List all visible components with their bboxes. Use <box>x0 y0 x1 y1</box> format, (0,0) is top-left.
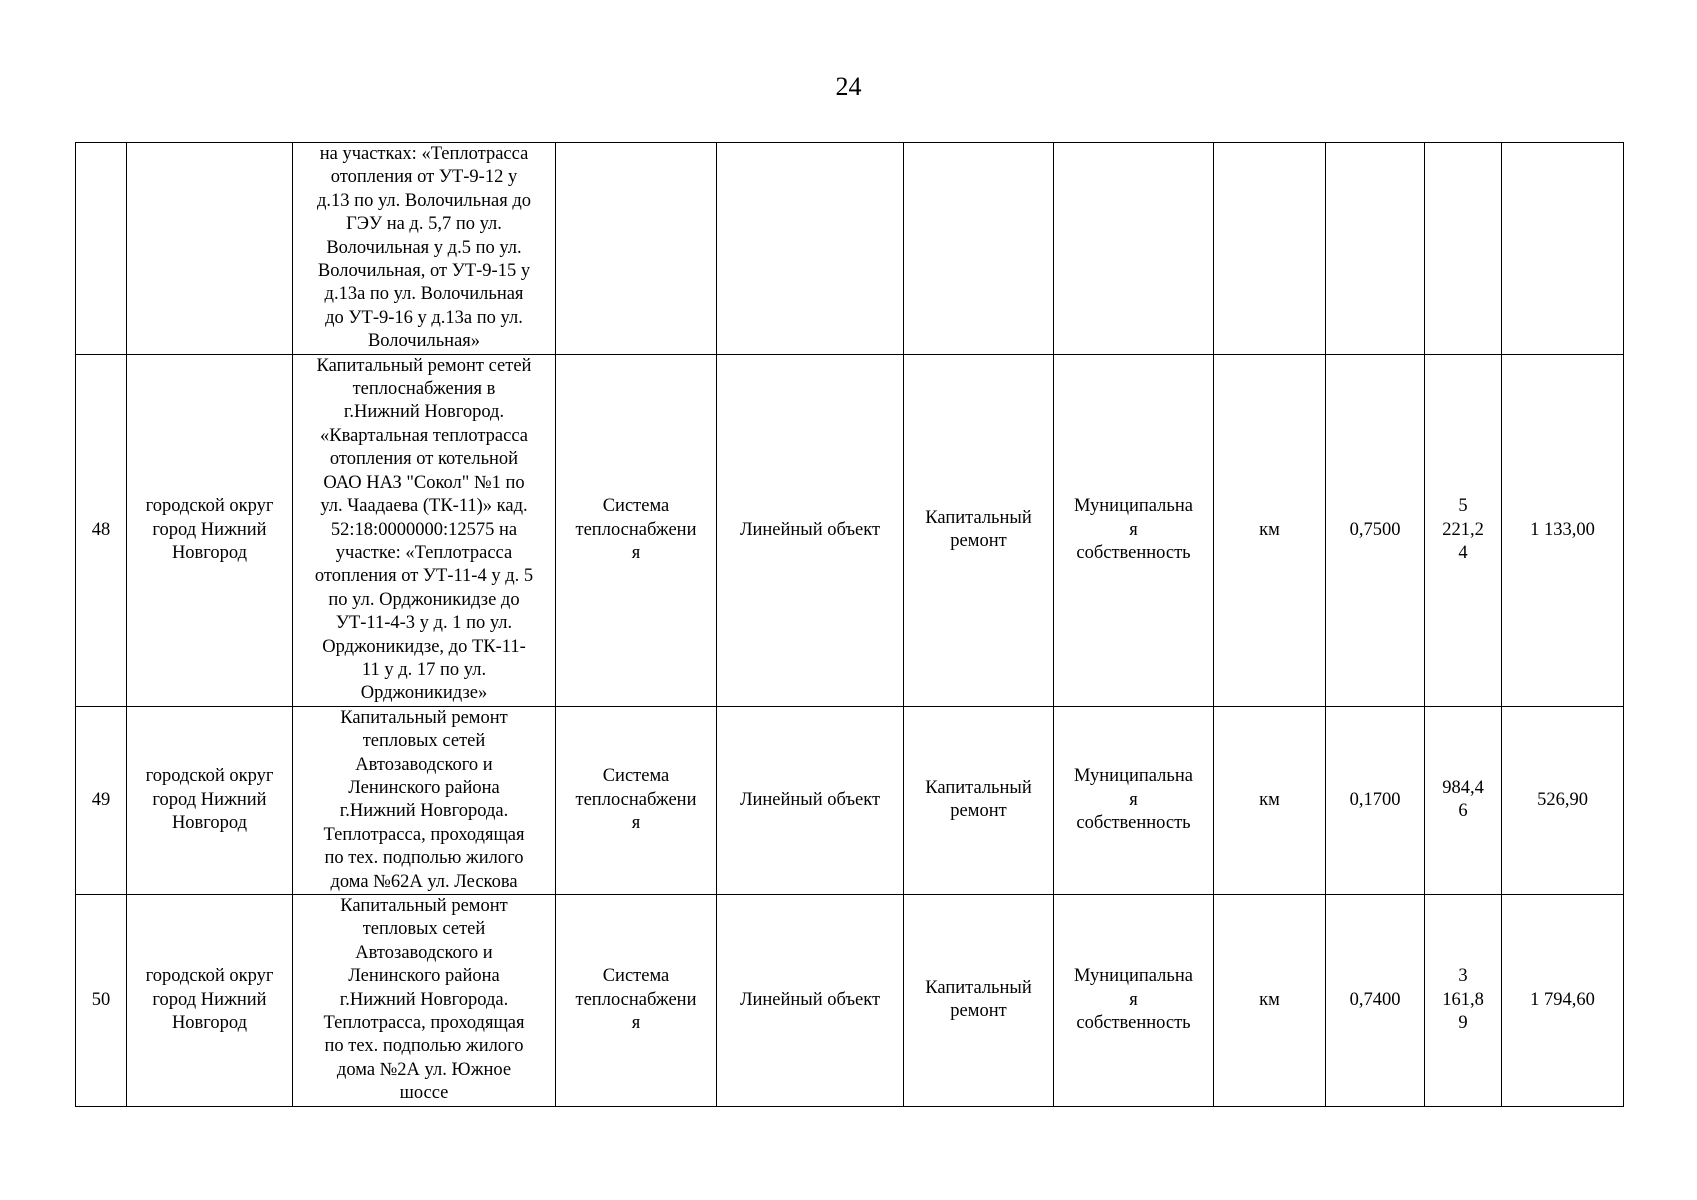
cell-line: на участках: «Теплотрасса <box>319 144 529 164</box>
cell-line: Ленинского района <box>348 777 500 798</box>
ownership-cell <box>1054 895 1214 1107</box>
cell-line: до УТ-9-16 у д.13а по ул. <box>325 307 523 328</box>
cell-line: собственность <box>1076 1013 1191 1034</box>
cell-line: Система <box>602 766 670 787</box>
cell-line: Муниципальна <box>1074 496 1193 517</box>
cell-line: Теплотрасса, проходящая <box>323 824 525 845</box>
table-row <box>76 706 1624 894</box>
cell-line: я <box>1129 519 1138 540</box>
cell-line: 5 <box>1458 496 1468 517</box>
cell-line: д.13 по ул. Волочильная до <box>317 190 531 211</box>
cell-line: отопления от котельной <box>329 449 519 470</box>
cell-line: тепловых сетей <box>362 919 486 940</box>
system-cell <box>556 706 717 894</box>
cell-line: собственность <box>1076 813 1191 834</box>
system-cell <box>556 895 717 1107</box>
row-number-cell: 49 <box>76 706 127 894</box>
cell-line: я <box>631 813 641 834</box>
cell-line: ОАО НАЗ "Сокол" №1 по <box>323 472 525 493</box>
cell-line: ГЭУ на д. 5,7 по ул. <box>346 214 502 235</box>
amount-cell <box>1502 143 1624 355</box>
unit-cell <box>1214 143 1326 355</box>
cell-line: Капитальный <box>925 977 1032 998</box>
description-cell <box>293 706 556 894</box>
object-type-cell <box>717 143 904 355</box>
description-cell <box>293 895 556 1107</box>
cell-line: Новгород <box>171 813 248 834</box>
unit-cell: км <box>1214 706 1326 894</box>
description-cell <box>293 354 556 706</box>
register-table <box>75 142 1624 1107</box>
cell-line: город Нижний <box>152 989 267 1010</box>
cell-line: Муниципальна <box>1074 966 1193 987</box>
cell-line: «Квартальная теплотрасса <box>320 425 528 446</box>
cell-line: я <box>1129 989 1138 1010</box>
cell-line: ремонт <box>950 531 1007 552</box>
cell-line: шоссе <box>399 1083 449 1104</box>
cell-line: 52:18:0000000:12575 на <box>330 519 518 540</box>
cell-line: 6 <box>1458 801 1468 822</box>
row-number-cell: 48 <box>76 354 127 706</box>
work-type-cell <box>904 706 1054 894</box>
cell-line: дома №62А ул. Лескова <box>330 871 518 892</box>
cost-cell <box>1425 895 1502 1107</box>
unit-cell: км <box>1214 354 1326 706</box>
cost-cell <box>1425 706 1502 894</box>
cell-line: по ул. Орджоникидзе до <box>328 589 520 610</box>
cell-line: отопления от УТ-9-12 у <box>330 167 518 188</box>
cell-line: городской округ <box>145 766 274 787</box>
ownership-cell <box>1054 706 1214 894</box>
cell-line: 221,2 <box>1442 519 1484 540</box>
cell-line: по тех. подполью жилого <box>324 1036 524 1057</box>
work-type-cell <box>904 143 1054 355</box>
unit-cell: км <box>1214 895 1326 1107</box>
cell-line: д.13а по ул. Волочильная <box>324 284 524 305</box>
cell-line: я <box>1129 789 1138 810</box>
cell-line: Волочильная, от УТ-9-15 у <box>317 261 531 282</box>
territory-cell <box>127 706 293 894</box>
cell-line: по тех. подполью жилого <box>324 848 524 869</box>
page-number: 24 <box>835 72 862 101</box>
cell-line: Муниципальна <box>1074 766 1193 787</box>
quantity-cell: 0,7500 <box>1326 354 1425 706</box>
cell-line: Автозаводского и <box>355 942 493 963</box>
cell-line: Волочильная у д.5 по ул. <box>326 237 522 258</box>
amount-cell: 1 794,60 <box>1502 895 1624 1107</box>
table-row <box>76 895 1624 1107</box>
system-cell <box>556 354 717 706</box>
cell-line: г.Нижний Новгород. <box>343 402 505 423</box>
cell-line: Орджоникидзе, до ТК-11- <box>322 636 526 657</box>
cell-line: Капитальный ремонт <box>340 896 508 916</box>
cell-line: я <box>631 1013 641 1034</box>
cell-line: собственность <box>1076 542 1191 563</box>
cell-line: городской округ <box>145 966 274 987</box>
amount-cell: 1 133,00 <box>1502 354 1624 706</box>
cell-line: город Нижний <box>152 789 267 810</box>
cell-line: я <box>631 542 641 563</box>
cell-line: теплоснабжени <box>575 789 697 810</box>
ownership-cell <box>1054 354 1214 706</box>
cell-line: Система <box>602 496 670 517</box>
cell-line: 3 <box>1458 966 1468 987</box>
quantity-cell: 0,1700 <box>1326 706 1425 894</box>
ownership-cell <box>1054 143 1214 355</box>
cell-line: участке: «Теплотрасса <box>335 542 513 563</box>
cell-line: г.Нижний Новгорода. <box>339 989 509 1010</box>
territory-cell <box>127 143 293 355</box>
cell-line: город Нижний <box>152 519 267 540</box>
cost-cell <box>1425 143 1502 355</box>
cell-line: теплоснабжения в <box>352 379 496 400</box>
object-type-cell: Линейный объект <box>717 895 904 1107</box>
row-number-cell <box>76 143 127 355</box>
cell-line: теплоснабжени <box>575 989 697 1010</box>
cell-line: ул. Чаадаева (ТК-11)» кад. <box>320 496 528 517</box>
cell-line: отопления от УТ-11-4 у д. 5 <box>314 566 534 587</box>
table-row <box>76 354 1624 706</box>
cell-line: Ленинского района <box>348 966 500 987</box>
object-type-cell: Линейный объект <box>717 354 904 706</box>
cell-line: Новгород <box>171 542 248 563</box>
cell-line: теплоснабжени <box>575 519 697 540</box>
cell-line: 4 <box>1458 542 1468 563</box>
cell-line: г.Нижний Новгорода. <box>339 801 509 822</box>
cell-line: ремонт <box>950 801 1007 822</box>
system-cell <box>556 143 717 355</box>
description-cell <box>293 143 556 355</box>
cell-line: Орджоникидзе» <box>360 683 488 704</box>
cell-line: 9 <box>1458 1013 1468 1034</box>
territory-cell <box>127 895 293 1107</box>
cell-line: Капитальный <box>925 507 1032 528</box>
table-row <box>76 143 1624 355</box>
cell-line: Капитальный ремонт сетей <box>316 355 532 376</box>
cell-line: Капитальный ремонт <box>340 707 508 728</box>
work-type-cell <box>904 354 1054 706</box>
territory-cell <box>127 354 293 706</box>
cell-line: Система <box>602 966 670 987</box>
cell-line: УТ-11-4-3 у д. 1 по ул. <box>335 613 513 634</box>
cell-line: Новгород <box>171 1013 248 1034</box>
cell-line: Капитальный <box>925 777 1032 798</box>
cell-line: 161,8 <box>1442 989 1484 1010</box>
object-type-cell: Линейный объект <box>717 706 904 894</box>
work-type-cell <box>904 895 1054 1107</box>
cell-line: тепловых сетей <box>362 731 486 752</box>
cell-line: Теплотрасса, проходящая <box>323 1013 525 1034</box>
cell-line: Волочильная» <box>367 331 481 352</box>
cell-line: городской округ <box>145 496 274 517</box>
cell-line: 11 у д. 17 по ул. <box>361 659 487 680</box>
quantity-cell <box>1326 143 1425 355</box>
cell-line: 984,4 <box>1442 777 1484 798</box>
amount-cell: 526,90 <box>1502 706 1624 894</box>
quantity-cell: 0,7400 <box>1326 895 1425 1107</box>
cell-line: ремонт <box>950 1001 1007 1022</box>
row-number-cell: 50 <box>76 895 127 1107</box>
cost-cell <box>1425 354 1502 706</box>
cell-line: дома №2А ул. Южное <box>336 1059 512 1080</box>
cell-line: Автозаводского и <box>355 754 493 775</box>
